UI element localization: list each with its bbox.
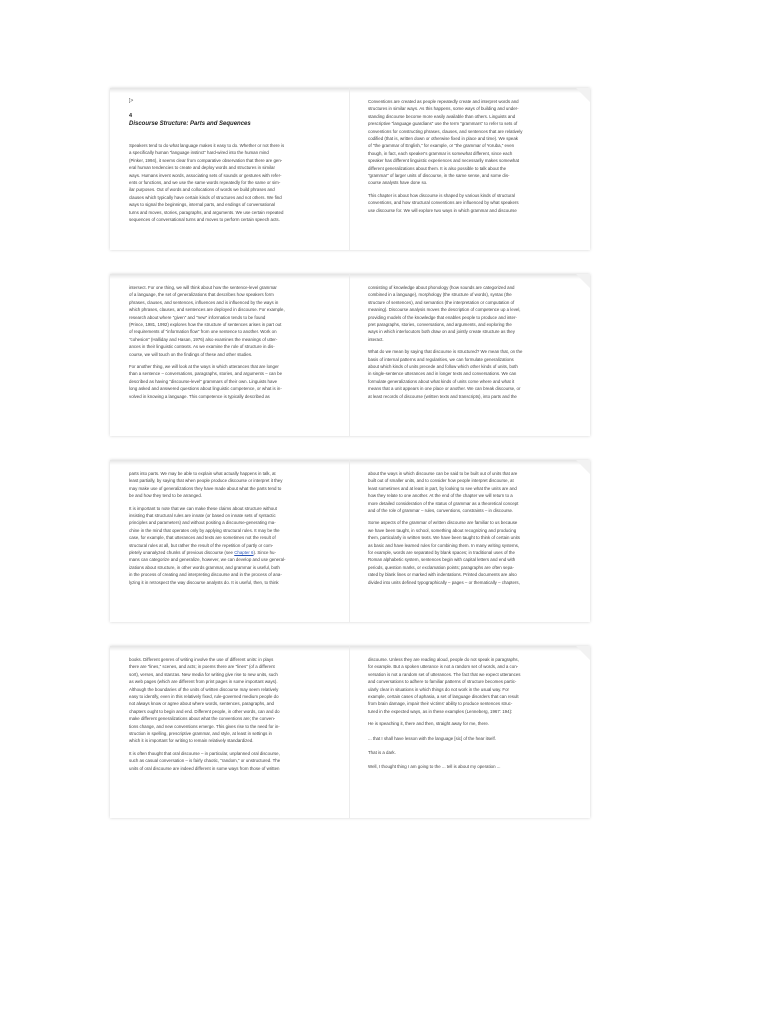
page-left: [110, 460, 350, 622]
paragraph: It is often thought that oral discourse – in particular, unplanned oral discourse, such as casual conversation – is fairly chaotic, "random," or unstructured. The units of oral discourse are indeed different in some ways from those of written: [129, 750, 281, 771]
page-spread-2: [110, 274, 590, 436]
chapter-link[interactable]: Chapter 6: [234, 550, 254, 556]
paragraph: about the ways in which discourse can be said to be built out of units that are built out of smaller units, and to consider how people interpret discourse, at least sometimes and at least in part, by looking to see what the units are and how they relate to one another. At the end of the chapter we will return to a more detailed consideration of the status of grammar as a theoretical concept and of the role of grammar – rules, conventions, constraints – in discourse.: [368, 471, 519, 514]
paragraph: books. Different genres of writing involve the use of different units: in plays there are "lines," scenes, and acts; in poems there are "lines" (of a different sort), verses, and stanzas. New media for writing give rise to new units, such as web pages (which are different from print pages in some important ways). Although the boundaries of the units of written discourse may seem relatively easy to identify, even in this relatively fixed, rule-governed medium people do not always know or agree about where words, sentences, paragraphs, and chapters ought to begin and end. Different people, in other words, can and do make different generalizations about what the conventions are; the conven- tions change, and new conventions emerge. This gives rise to the need for in- struction in spelling, prescriptive grammar, and style, at least in settings in which it is important for writing to remain relatively standardized.: [129, 657, 280, 744]
paragraph: Speakers tend to do what language makes it easy to do. Whether or not there is a specifically human "language instinct" hard-wired into the human mind (Pinker, 1994), it seems clear from comparative observation that there are gen- eral human tendencies to create and deploy words and structures in similar ways. Humans invent words, associating sets of sounds or gestures with refer- ents or functions, and we use the same words repeatedly for the same or sim- ilar purposes. Out of words and collocations of words we build phrases and clauses which typically have certain kinds of structures and not others. We find ways to signal the beginnings, internal parts, and endings of conversational turns and moves, stories, paragraphs, and arguments. We use certain repeated sequences of conversational turns and moves to perform certain speech acts.: [129, 143, 285, 223]
example-quote: That is a dark.: [368, 750, 396, 756]
page-curl-icon: [576, 274, 590, 288]
paragraph: discourse. Unless they are reading aloud, people do not speak in paragraphs, for example. But a spoken utterance is not a random set of words, and a con- versation is not a random set of utterances. The fact that we expect utterances and conversations to adhere to familiar patterns of structure becomes partic- ularly clear in situations in which things do not work in the usual way. For example, certain cases of aphasia, a set of language disorders that can result from brain damage, impair their victims' ability to produce sentences struc- tured in the expected ways, as in these examples (Lenneberg, 1967: 194):: [368, 657, 521, 714]
paragraph: Some aspects of the grammar of written discourse are familiar to us because we have been taught, in school, something about recognizing and producing them, particularly in written texts. We have been taught to think of certain units as basic and have learned rules for combining them. In many writing systems, for example, words are separated by blank spaces; in traditional uses of the Roman alphabetic system, sentences begin with capital letters and end with periods, question marks, or exclamation points; paragraphs are often sepa- rated by blank lines or marked with indentations. Printed documents are also divided into units defined typographically – pages – or thematically – chapters,: [368, 520, 520, 585]
paragraph: For another thing, we will look at the ways in which utterances that are longer than a sentence – conversations, paragraphs, stories, and arguments – can be described as having "discourse-level" grammars of their own. Linguists have long asked and answered questions about linguistic competence, or what is in- volved in knowing a language. This competence is typically described as: [129, 364, 283, 399]
example-quote: He is speaching it, there and then, straight away for me, there.: [368, 721, 490, 727]
page-spread-1: [110, 88, 590, 250]
chapter-number: 4: [129, 113, 133, 119]
page-right: [350, 88, 590, 250]
page-spread-3: [110, 460, 590, 622]
page-right: [350, 460, 590, 622]
page-right: [350, 274, 590, 436]
page-curl-icon: [576, 88, 590, 102]
paragraph-text: It is important to note that we can make these claims about structure without insisting that structural rules are innate (or based on innate sets of syntactic principles and parameters) and without positing a discourse-generating ma- chine in the mind that operates only by applying structural rules. It may be the case, for example, that utterances and texts are sometimes not the result of structural rules at all, but rather the result of the repetition of partly or com- pletely unanalyzed chunks of previous discourse (see: [129, 505, 280, 556]
page-left: [110, 88, 350, 250]
page-curl-icon: [576, 646, 590, 660]
page-right: [350, 646, 590, 818]
chapter-marker: ]>: [129, 98, 134, 104]
paragraph-text-tail: ). Since hu- mans can categorize and generalize, however, we can develop and use general- izations about structure, in other words grammar, and grammar is useful, both in the process of creating and interpreting discourse and in the process of ana- lyzing it in retrospect the way discourse analysts do. It is useful, then, to think: [129, 550, 286, 585]
paragraph: consisting of knowledge about phonology (how sounds are categorized and combined in a language), morphology (the structure of words), syntax (the structure of sentences), and semantics (the interpretation or computation of meaning). Discourse analysis moves the description of competence up a level, providing models of the knowledge that enables people to produce and inter- pret paragraphs, stories, conversations, and arguments, and exploring the ways in which interlocutors both draw on and jointly create structure as they interact.: [368, 285, 521, 342]
page-left: [110, 274, 350, 436]
paragraph: This chapter is about how discourse is shaped by various kinds of structural conventions, and how structural conventions are influenced by what speakers use discourse for. We will explore two ways in which grammar and discourse: [368, 192, 519, 213]
example-quote: ... that I shall have lesson with the language [sic] of the hear itself.: [368, 735, 496, 741]
chapter-title: Discourse Structure: Parts and Sequences: [129, 121, 251, 127]
page-left: [110, 646, 350, 818]
example-quote: Well, I thought thing I am going to the ... tell is about my operation ...: [368, 764, 501, 770]
paragraph: What do we mean by saying that discourse is structured? We mean that, on the basis of internal patterns and regularities, we can formulate generalizations about which kinds of units precede and follow which other kinds of units, both in single-sentence utterances and in longer texts and conversations. We can formulate generalizations about what kinds of units come where and what it means that a unit appears in one place or another. We can break discourse, or at least records of discourse (written texts and transcripts), into parts and the: [368, 349, 523, 399]
page-curl-icon: [576, 460, 590, 474]
paragraph: parts into parts. We may be able to explain what actually happens in talk, at least partially, by saying that when people produce discourse or interpret it they may make use of generalizations they have made about what the parts tend to be and how they tend to be arranged.: [129, 471, 283, 499]
paragraph: [129, 505, 341, 586]
paragraph: Conventions are created as people repeatedly create and interpret words and structures in similar ways. As this happens, some ways of building and under- standing discourse become more easily available than others. Linguists and prescriptive "language guardians" use the term "grammars" to refer to sets of conventions for constructing phrases, clauses, and sentences that are relatively codified (that is, written down or otherwise fixed in place and time). We speak of "the grammar of English," for example, or "the grammar of Yoruba," even though, in fact, each speaker's grammar is somewhat different, since each speaker has different linguistic experiences and necessarily makes somewhat different generalizations about them. It is also possible to talk about the "grammar" of larger units of discourse, in the same sense, and some dis- course analysts have done so.: [368, 99, 523, 186]
page-spread-4: [110, 646, 590, 818]
paragraph: intersect. For one thing, we will think about how the sentence-level grammar of a language, the set of generalizations that describes how speakers form phrases, clauses, and sentences, influences and is influenced by the ways in which phrases, clauses, and sentences are deployed in discourse. For example, research about where "given" and "new" information tends to be found (Prince, 1981, 1992) explores how the structure of sentences arises in part out of requirements of "information flow" from one sentence to another. Work on "cohesion" (Halliday and Hasan, 1976) also examines the meanings of utter- ances in their linguistic contexts. As we examine the role of structure in dis- course, we will touch on the findings of these and other studies.: [129, 285, 285, 357]
